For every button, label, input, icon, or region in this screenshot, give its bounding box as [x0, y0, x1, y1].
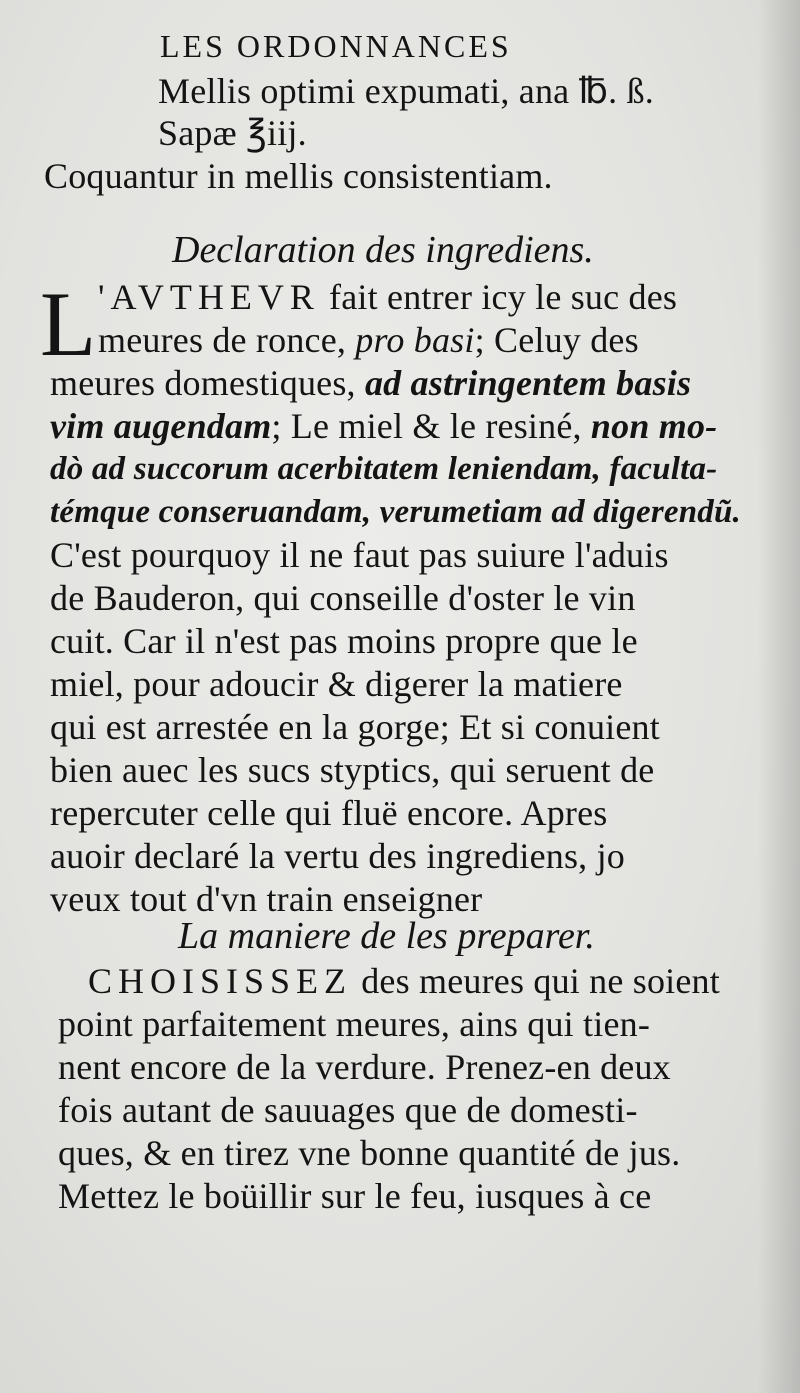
- drop-cap: L: [40, 273, 97, 375]
- text-span: meures de ronce,: [98, 320, 347, 360]
- running-head: LES ORDONNANCES: [160, 28, 512, 64]
- text-span: ; Le miel & le resiné,: [271, 406, 582, 446]
- text-span: des meures qui ne soient: [361, 961, 720, 1001]
- latin-phrase: vim augendam: [50, 406, 272, 446]
- text-span: ; Celuy des: [474, 320, 639, 360]
- paragraph-1-line-14: auoir declaré la vertu des ingrediens, jo: [50, 836, 625, 876]
- section-heading-preparation: La maniere de les preparer.: [178, 915, 595, 957]
- paragraph-1-line-2: [98, 319, 639, 361]
- paragraph-1-line-8: de Bauderon, qui conseille d'oster le vin: [50, 578, 636, 618]
- paragraph-1-line-4: [50, 405, 717, 447]
- paragraph-1-line-1: [98, 276, 677, 318]
- paragraph-1-line-3: [50, 362, 691, 404]
- paragraph-1-line-15: veux tout d'vn train enseigner: [50, 879, 483, 919]
- formula-line-2: Sapæ ℥iij.: [158, 113, 307, 153]
- latin-phrase: ad astringentem basis: [364, 363, 692, 403]
- latin-phrase: pro basi: [355, 320, 475, 360]
- paragraph-1-line-10: miel, pour adoucir & digerer la matiere: [50, 664, 623, 704]
- paragraph-2-line-2: point parfaitement meures, ains qui tien-: [58, 1004, 651, 1044]
- paragraph-1-line-5: dò ad succorum acerbitatem leniendam, faculta-: [50, 451, 718, 487]
- paragraph-1-line-12: bien auec les sucs styptics, qui seruent de: [50, 750, 655, 790]
- paragraph-2-line-6: Mettez le boüillir sur le feu, iusques à ce: [58, 1176, 652, 1216]
- paragraph-2-lead: CHOISISSEZ: [88, 961, 353, 1001]
- paragraph-1-line-11: qui est arrestée en la gorge; Et si conuient: [50, 707, 660, 747]
- text-span: meures domestiques,: [50, 363, 356, 403]
- page-edge-shadow: [758, 0, 800, 1393]
- latin-phrase: non mo-: [590, 406, 718, 446]
- paragraph-1-line-9: cuit. Car il n'est pas moins propre que le: [50, 621, 638, 661]
- paragraph-1-line-13: repercuter celle qui fluë encore. Apres: [50, 793, 608, 833]
- paragraph-1-line-6: témque conseruandam, verumetiam ad digerendũ.: [50, 494, 742, 530]
- paragraph-1-lead: 'AVTHEVR: [98, 277, 320, 317]
- formula-line-3: Coquantur in mellis consistentiam.: [44, 156, 553, 196]
- formula-line-1: Mellis optimi expumati, ana ℔. ß.: [158, 71, 654, 111]
- paragraph-2-line-4: fois autant de sauuages que de domesti-: [58, 1090, 638, 1130]
- paragraph-2-line-1: [88, 960, 720, 1002]
- paragraph-1-line-1-text: fait entrer icy le suc des: [329, 277, 678, 317]
- paragraph-2-line-3: nent encore de la verdure. Prenez-en deux: [58, 1047, 671, 1087]
- paragraph-1-line-7: C'est pourquoy il ne faut pas suiure l'aduis: [50, 535, 669, 575]
- section-heading-declaration: Declaration des ingrediens.: [172, 229, 594, 271]
- paragraph-2-line-5: ques, & en tirez vne bonne quantité de jus.: [58, 1133, 681, 1173]
